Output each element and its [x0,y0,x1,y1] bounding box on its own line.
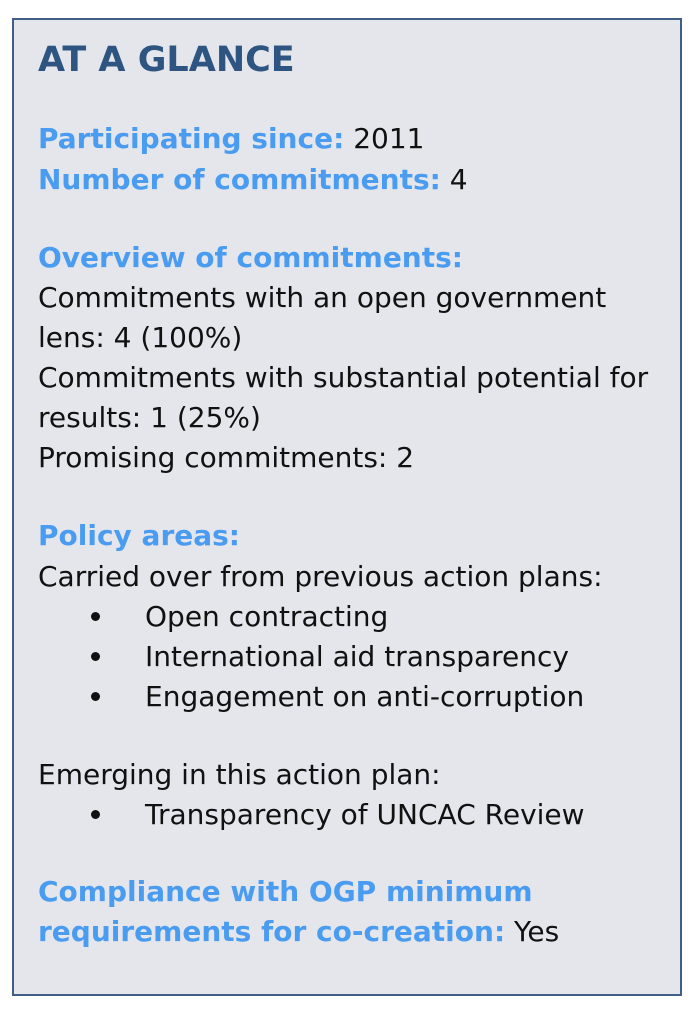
compliance-row [38,872,670,952]
bullet-icon [91,810,100,819]
participating-since-value: 2011 [353,122,425,155]
list-item-text: International aid transparency [145,640,569,673]
emerging-list [38,795,670,835]
number-of-commitments-row [38,159,670,200]
overview-line-promising: Promising commitments: 2 [38,441,415,474]
participating-since-label: Participating since: [38,122,345,155]
emerging-label: Emerging in this action plan: [38,758,441,791]
policy-areas-heading: Policy areas: [38,519,241,552]
compliance-label: Compliance with OGP minimum requirements for co-creation: [38,875,533,948]
bullet-icon [91,692,100,701]
participating-since-row [38,118,670,159]
list-item [38,637,670,677]
box-title: AT A GLANCE [38,40,295,80]
overview-line-substantial: Commitments with substantial potential for results: 1 (25%) [38,361,649,434]
bullet-icon [91,612,100,621]
list-item [38,795,670,835]
list-item-text: Transparency of UNCAC Review [145,798,585,831]
bullet-icon [91,652,100,661]
list-item-text: Engagement on anti-corruption [145,680,585,713]
carried-over-label: Carried over from previous action plans: [38,560,603,593]
compliance-value: Yes [514,915,560,948]
at-a-glance-box [12,18,682,996]
list-item-text: Open contracting [145,600,389,633]
box-content [38,38,670,952]
carried-over-list [38,597,670,717]
overview-heading: Overview of commitments: [38,241,463,274]
overview-line-open-gov: Commitments with an open government lens: 4 (100%) [38,281,607,354]
list-item [38,597,670,637]
list-item [38,677,670,717]
number-of-commitments-label: Number of commitments: [38,163,441,196]
number-of-commitments-value: 4 [449,163,468,196]
